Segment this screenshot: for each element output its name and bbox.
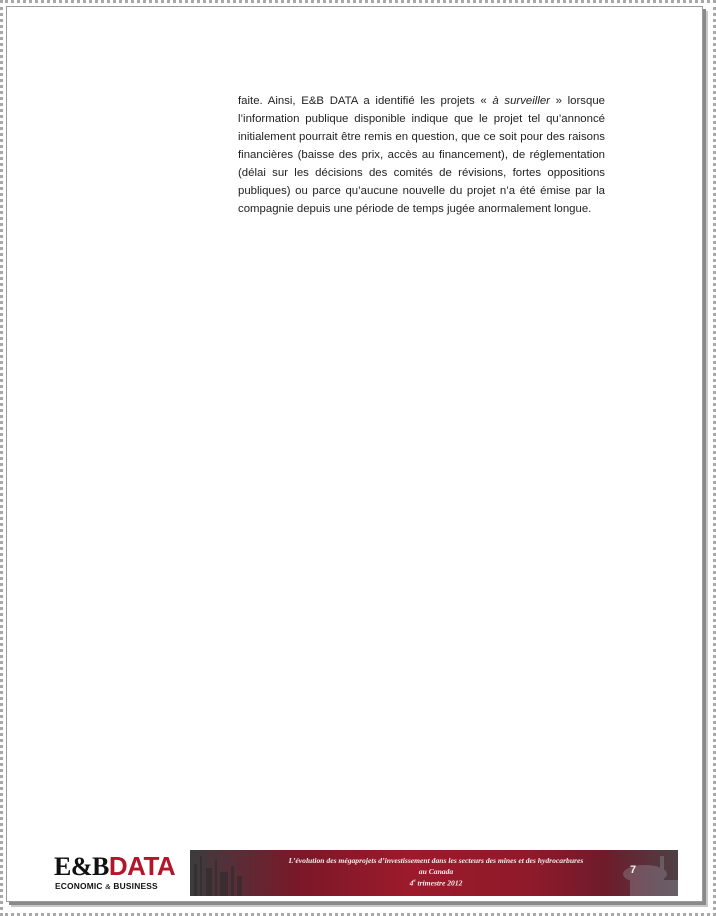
body-paragraph: [238, 92, 605, 218]
eb-data-logo: [54, 852, 194, 892]
banner-line-3: 4e trimestre 2012: [409, 878, 463, 888]
body-text-start: faite. Ainsi, E&B DATA a identifié les projets «: [238, 95, 493, 107]
logo-tagline-amp: &: [105, 883, 111, 891]
body-emphasis: à surveiller: [492, 95, 550, 107]
logo-tagline-economic: ECONOMIC: [55, 881, 103, 891]
footer-banner: [190, 850, 678, 896]
logo-data: DATA: [108, 851, 176, 881]
banner-line-1: L’évolution des mégaprojets d’investissement dans les secteurs des mines et des hydrocarbures: [288, 856, 584, 865]
logo-eb: E&B: [54, 852, 109, 881]
page-footer: [44, 850, 684, 900]
logo-tagline: [55, 881, 158, 891]
banner-line-2: au Canada: [418, 866, 454, 876]
banner-title: [246, 856, 626, 889]
body-text-end: » lorsque l’information publique disponible indique que le projet tel qu’annoncé initialement pourrait être remis en question, que ce soit pour des raisons financières (baisse des prix, accès au financement), de réglementation (délai sur les décisions des comités de révisions, fortes oppositions publiques) ou parce qu’aucune nouvelle du projet n’a été émise par la compagnie depuis une période de temps jugée anormalement longue.: [238, 95, 605, 215]
logo-wordmark: [54, 852, 175, 881]
logo-tagline-business: BUSINESS: [113, 881, 158, 891]
page-number: 7: [630, 864, 637, 876]
